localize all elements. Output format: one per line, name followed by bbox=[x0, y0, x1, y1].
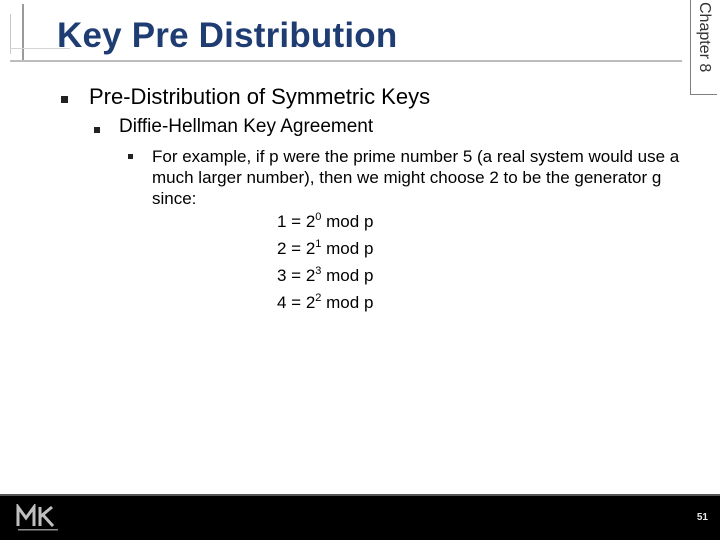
equation-exponent: 1 bbox=[315, 238, 322, 250]
chapter-tab bbox=[690, 0, 717, 95]
publisher-logo bbox=[16, 504, 72, 534]
equation-exponent: 0 bbox=[315, 211, 322, 223]
equation-exponent: 2 bbox=[315, 292, 322, 304]
slide-title: Key Pre Distribution bbox=[57, 16, 398, 55]
chapter-tab-label: Chapter 8 bbox=[696, 2, 713, 73]
equation-line: $3 = 2^3$ mod p bbox=[277, 265, 374, 285]
equation-line: $4 = 2^2$ mod p bbox=[277, 292, 374, 312]
bullet-level1-text: Pre-Distribution of Symmetric Keys bbox=[89, 84, 431, 109]
corner-line-vertical bbox=[22, 4, 24, 62]
title-underline bbox=[10, 60, 682, 62]
footer-rule bbox=[0, 494, 720, 496]
bullet-level1-icon bbox=[61, 96, 68, 103]
equation-line: $2 = 2^1$ mod p bbox=[277, 238, 374, 258]
bullet-level3-icon bbox=[128, 154, 133, 159]
bullet-level2-icon bbox=[94, 127, 100, 133]
bullet-level2-text: Diffie-Hellman Key Agreement bbox=[119, 116, 374, 137]
page-number: 51 bbox=[696, 512, 708, 523]
bullet-level3-text: For example, if p were the prime number 5 (a real system would use a much larger number), then we might choose 2 to be the generator g since: bbox=[152, 147, 680, 208]
equation-line: $1 = 2^0$ mod p bbox=[277, 211, 374, 231]
footer-bar bbox=[0, 494, 720, 540]
equation-exponent: 3 bbox=[315, 265, 322, 277]
